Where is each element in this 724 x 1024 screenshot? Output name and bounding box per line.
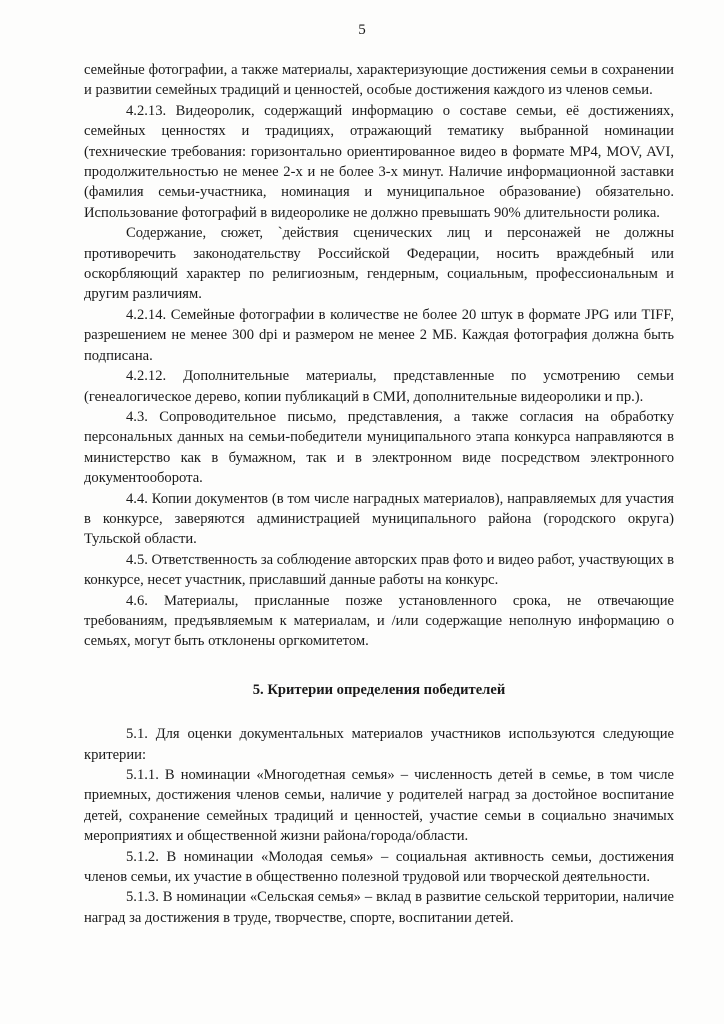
- paragraph: семейные фотографии, а также материалы, характеризующие достижения семьи в сохранении и развитии семейных традиций и ценностей, особые достижения каждого из членов семьи.: [84, 62, 674, 99]
- paragraph: 5.1.2. В номинации «Молодая семья» – социальная активность семьи, достижения членов семьи, их участие в общественно полезной трудовой или творческой деятельности.: [84, 848, 674, 886]
- paragraph: 4.4. Копии документов (в том числе наградных материалов), направляемых для участия в конкурсе, заверяются администрацией муниципального района (городского округа) Тульской области.: [84, 490, 674, 548]
- section-heading: 5. Критерии определения победителей: [252, 681, 506, 698]
- paragraph: 5.1. Для оценки документальных материалов участников используются следующие критерии:: [84, 726, 674, 763]
- paragraph: 4.2.12. Дополнительные материалы, представленные по усмотрению семьи (генеалогическое дерево, копии публикаций в СМИ, дополнительные видеоролики и пр.).: [84, 368, 674, 405]
- document-body: [84, 60, 674, 928]
- paragraph: 5.1.3. В номинации «Сельская семья» – вклад в развитие сельской территории, наличие наград за достижения в труде, творчестве, спорте, воспитании детей.: [84, 889, 674, 926]
- paragraph: 4.5. Ответственность за соблюдение авторских прав фото и видео работ, участвующих в конкурсе, несет участник, приславший данные работы на конкурс.: [84, 551, 674, 589]
- paragraph: 4.2.13. Видеоролик, содержащий информацию о составе семьи, её достижениях, семейных ценностях и традициях, отражающий тематику выбранной номинации (технические требования: горизонтально ориентированное видео в формате MP4, MOV, AVI, продолжительностью не менее 2-х и не более 3-х минут. Наличие информационной заставки (фамилия семьи-участника, номинация и муниципальное образование) обязательно. Использование фотографий в видеоролике не должно превышать 90% длительности ролика.: [84, 102, 674, 221]
- paragraph: 4.3. Сопроводительное письмо, представления, а также согласия на обработку персональных данных на семьи-победители муниципального этапа конкурса направляются в министерство как в бумажном, так и в электронном виде посредством электронного документооборота.: [84, 408, 674, 487]
- paragraph: 4.6. Материалы, присланные позже установленного срока, не отвечающие требованиям, предъявляемым к материалам, и /или содержащие неполную информацию о семьях, могут быть отклонены оргкомитетом.: [84, 592, 674, 650]
- paragraph: 4.2.14. Семейные фотографии в количестве не более 20 штук в формате JPG или TIFF, разрешением не менее 300 dpi и размером не менее 2 МБ. Каждая фотография должна быть подписана.: [84, 306, 674, 364]
- page-number: 5: [358, 22, 366, 38]
- paragraph: 5.1.1. В номинации «Многодетная семья» – численность детей в семье, в том числе приемных, достижения членов семьи, наличие у родителей наград за достойное воспитание детей, сохранение семейных традиций и ценностей, участие семьи в социально значимых мероприятиях и общественной жизни района/города/области.: [84, 767, 674, 845]
- paragraph: Содержание, сюжет, `действия сценических лиц и персонажей не должны противоречить законодательству Российской Федерации, носить враждебный или оскорбляющий характер по религиозным, гендерным, социальным, профессиональным и другим различиям.: [84, 225, 674, 303]
